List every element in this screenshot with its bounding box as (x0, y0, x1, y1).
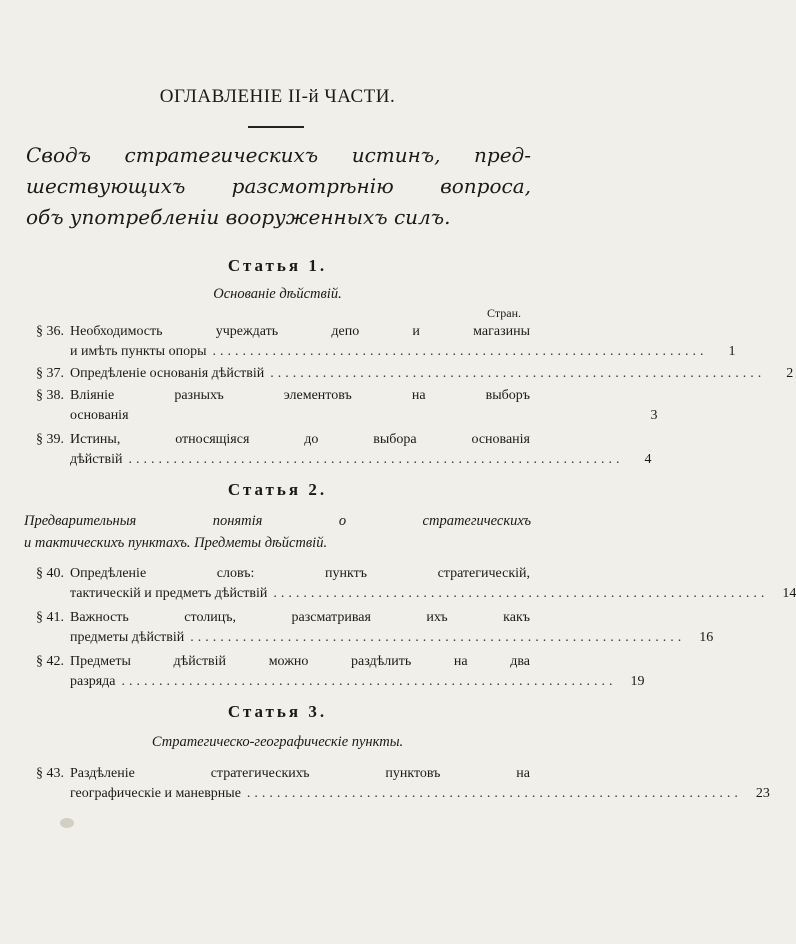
main-title (26, 140, 531, 233)
toc-entry-41[interactable] (36, 608, 714, 648)
entry-text-line-2: тактическій и предметъ дѣйствій (70, 586, 268, 601)
main-title-line-3: объ употребленіи вооруженныхъ силъ. (26, 205, 451, 229)
toc-entry-43[interactable] (36, 764, 770, 804)
toc-entry-39[interactable] (36, 430, 652, 470)
dot-leader: .................................................................. (128, 452, 624, 467)
page-number: 19 (630, 674, 645, 689)
page-number: 16 (699, 630, 714, 645)
section-1-heading: Статья 1. (227, 256, 328, 275)
paper-smudge (60, 818, 74, 828)
entry-text-line-1: Вліяніе разныхъ элементовъ на выборъ (70, 388, 530, 403)
section-2-subtitle (24, 510, 531, 554)
page-number: 14 (782, 586, 796, 601)
entry-text-line-2: предметы дѣйствій (70, 630, 185, 645)
entry-text-line-1: Предметы дѣйствій можно раздѣлить на два (70, 654, 530, 669)
paragraph-number: § 42. (36, 654, 64, 669)
paragraph-number: § 39. (36, 432, 64, 447)
paragraph-number: § 38. (36, 388, 64, 403)
toc-entry-40[interactable] (36, 564, 796, 604)
entry-text-line-2: разряда (70, 674, 116, 689)
page-number: 4 (644, 452, 652, 467)
section-2-subtitle-line-2: и тактическихъ пунктахъ. Предметы дѣйствій. (24, 535, 328, 551)
page-number: 23 (755, 786, 770, 801)
dot-leader: .................................................................. (270, 366, 766, 381)
main-title-line-2: шествующихъ разсмотрѣнію вопроса, (26, 174, 531, 198)
page-number: 2 (786, 366, 794, 381)
paragraph-number: § 36. (36, 324, 64, 339)
page-column-label: Стран. (487, 306, 521, 320)
entry-text-line-1: Необходимость учреждать депо и магазины (70, 324, 530, 339)
entry-text-line-1: Истины, относящіяся до выбора основанія (70, 432, 530, 447)
toc-entry-42[interactable] (36, 652, 645, 692)
entry-text-line-2: дѣйствій (70, 452, 123, 467)
section-1-subtitle: Основаніе дѣйствій. (213, 286, 342, 302)
entry-text-line-1: Опредѣленіе основанія дѣйствій (70, 366, 265, 381)
entry-text-line-2: и имѣть пункты опоры (70, 344, 207, 359)
section-2-subtitle-line-1: Предварительныя понятія о стратегическихъ (24, 513, 531, 529)
heading-rule (248, 126, 304, 128)
dot-leader: .................................................................. (273, 586, 769, 601)
entry-text-line-2: географическіе и маневрные (70, 786, 241, 801)
main-title-line-1: Сводъ стратегическихъ истинъ, пред- (26, 143, 531, 167)
toc-entry-37[interactable] (36, 364, 794, 384)
page-number: 1 (728, 344, 736, 359)
section-3-subtitle: Стратегическо-географическіе пункты. (151, 734, 404, 750)
dot-leader: .................................................................. (212, 344, 708, 359)
page-number: 3 (650, 408, 658, 423)
dot-leader: .................................................................. (246, 786, 742, 801)
entry-text-line-1: Раздѣленіе стратегическихъ пунктовъ на (70, 766, 530, 781)
dot-leader: .................................................................. (190, 630, 686, 645)
paragraph-number: § 43. (36, 766, 64, 781)
section-2-heading: Статья 2. (227, 480, 328, 499)
entry-text-line-1: Опредѣленіе словъ: пунктъ стратегическій, (70, 566, 530, 581)
page-heading: ОГЛАВЛЕНІЕ II-й ЧАСТИ. (159, 86, 396, 107)
paragraph-number: § 40. (36, 566, 64, 581)
toc-entry-38[interactable] (36, 386, 658, 426)
dot-leader: .................................................................. (121, 674, 617, 689)
paragraph-number: § 41. (36, 610, 64, 625)
entry-text-line-2: основанія (70, 408, 129, 423)
entry-text-line-1: Важность столицъ, разсматривая ихъ какъ (70, 610, 530, 625)
section-3-heading: Статья 3. (227, 702, 328, 721)
toc-entry-36[interactable] (36, 322, 736, 362)
paragraph-number: § 37. (36, 366, 64, 381)
